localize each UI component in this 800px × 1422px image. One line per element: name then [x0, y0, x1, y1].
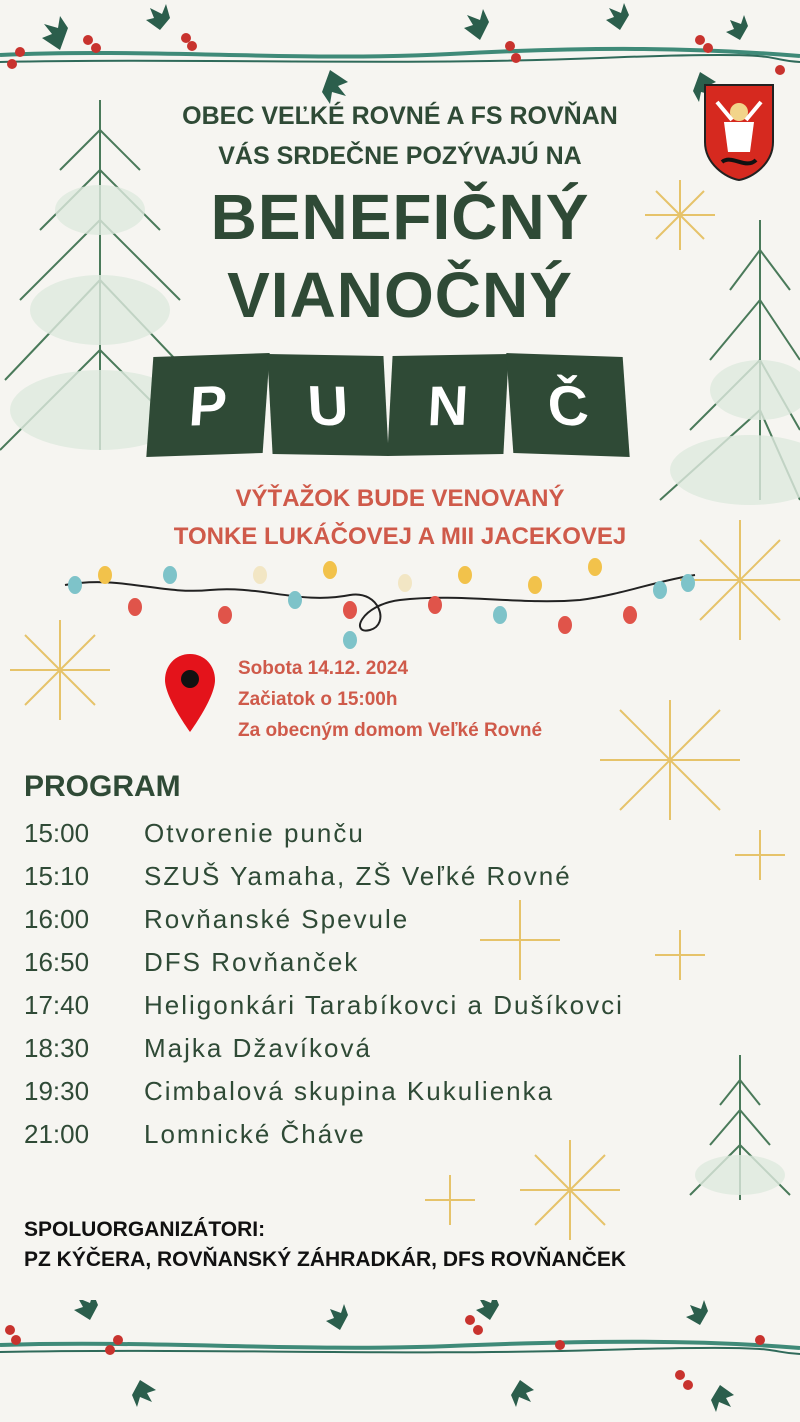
punc-letter-n: N [387, 354, 508, 456]
christmas-lights-icon [60, 555, 700, 665]
punc-letter-p: P [146, 353, 269, 457]
holly-garland-bottom [0, 1300, 800, 1422]
header-line-2: VÁS SRDEČNE POZÝVAJÚ NA [218, 142, 582, 170]
organizers-names: PZ KÝČERA, ROVŇANSKÝ ZÁHRADKÁR, DFS ROVŇANČEK [24, 1248, 627, 1271]
program-time: 19:30 [24, 1076, 90, 1106]
program-row [24, 1076, 800, 1119]
organizers-label: SPOLUORGANIZÁTORI: [24, 1218, 266, 1241]
program-act: Otvorenie punču [144, 818, 365, 848]
program-row [24, 1119, 800, 1162]
program-act: Rovňanské Spevule [144, 904, 410, 934]
program-act: Cimbalová skupina Kukulienka [144, 1076, 555, 1106]
location-pin-icon [163, 652, 217, 736]
program-act: Heligonkári Tarabíkovci a Dušíkovci [144, 990, 624, 1020]
event-start: Začiatok o 15:00h [238, 689, 398, 710]
program-time: 16:50 [24, 947, 90, 977]
program-act: SZUŠ Yamaha, ZŠ Veľké Rovné [144, 861, 572, 891]
punc-letter-c: Č [506, 353, 629, 457]
event-place: Za obecným domom Veľké Rovné [238, 720, 543, 741]
program-title: PROGRAM [24, 770, 181, 803]
program-row [24, 818, 800, 861]
program-time: 15:10 [24, 861, 90, 891]
program-row [24, 861, 800, 904]
header-line-1: OBEC VEĽKÉ ROVNÉ A FS ROVŇAN [182, 102, 618, 130]
program-row [24, 947, 800, 990]
event-date: Sobota 14.12. 2024 [238, 658, 409, 679]
title-beneficny: BENEFIČNÝ [210, 181, 590, 253]
program-time: 16:00 [24, 904, 90, 934]
beneficiary-line-2: TONKE LUKÁČOVEJ A MII JACEKOVEJ [173, 523, 627, 550]
program-act: Majka Džavíková [144, 1033, 372, 1063]
program-row [24, 904, 800, 947]
program-act: Lomnické Čháve [144, 1119, 366, 1149]
program-act: DFS Rovňanček [144, 947, 360, 977]
title-vianocny: VIANOČNÝ [227, 259, 573, 331]
program-time: 17:40 [24, 990, 90, 1020]
punc-letter-u: U [267, 354, 388, 456]
program-time: 15:00 [24, 818, 90, 848]
program-row [24, 990, 800, 1033]
program-row [24, 1033, 800, 1076]
program-time: 18:30 [24, 1033, 90, 1063]
program-time: 21:00 [24, 1119, 90, 1149]
beneficiary-line-1: VÝŤAŽOK BUDE VENOVANÝ [235, 485, 565, 512]
